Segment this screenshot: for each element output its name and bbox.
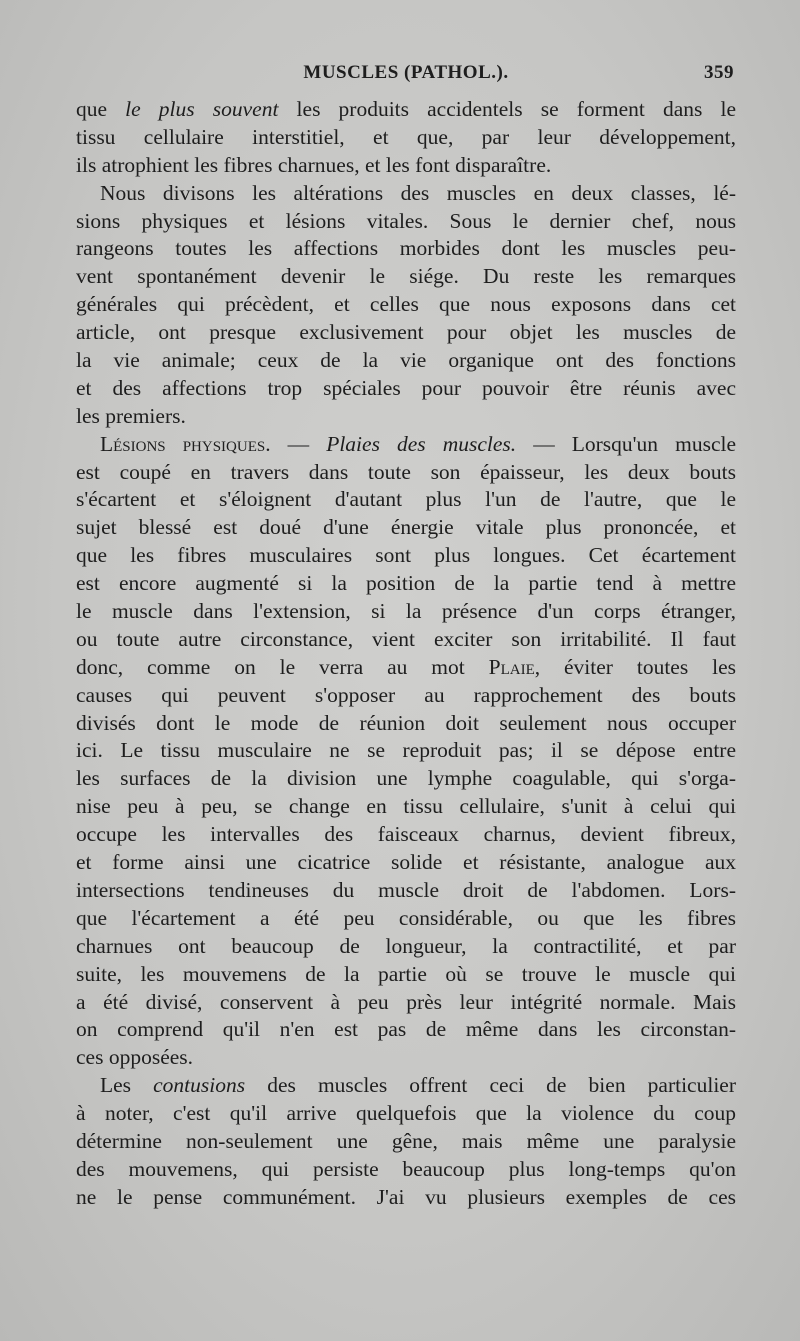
page-number: 359 (704, 62, 734, 83)
text-line: s'écartent et s'éloignent d'autant plus l'un de l'autre, que le (76, 487, 736, 512)
text-line: ou toute autre circonstance, vient exciter son irritabilité. Il faut (76, 626, 736, 651)
cross-reference: Plaie (488, 654, 535, 679)
text-line: est encore augmenté si la position de la partie tend à mettre (76, 571, 736, 596)
text-line: Nous divisons les altérations des muscles en deux classes, lé- (100, 180, 736, 205)
text-line: causes qui peuvent s'opposer au rapprochement des bouts (76, 682, 736, 707)
text-line: charnues ont beaucoup de longueur, la contractilité, et par (76, 933, 736, 958)
text-line: que le plus souvent les produits accidentels se forment dans le (76, 97, 736, 121)
subsection-heading: Plaies des muscles. (326, 431, 517, 456)
text-line: tissu cellulaire interstitiel, et que, par leur développement, (76, 124, 736, 149)
text-line: a été divisé, conservent à peu près leur intégrité normale. Mais (76, 989, 736, 1014)
text-line: rangeons toutes les affections morbides dont les muscles peu- (76, 236, 736, 261)
text-line: sujet blessé est doué d'une énergie vitale plus prononcée, et (76, 515, 736, 540)
text-line: occupe les intervalles des faisceaux charnus, devient fibreux, (76, 822, 736, 847)
text-line: le muscle dans l'extension, si la présence d'un corps étranger, (76, 599, 736, 624)
running-title: MUSCLES (PATHOL.). (303, 62, 509, 83)
text-line: et forme ainsi une cicatrice solide et résistante, analogue aux (76, 850, 736, 875)
text-line: divisés dont le mode de réunion doit seulement nous occuper (76, 710, 736, 735)
text-line: Les contusions des muscles offrent ceci de bien particulier (100, 1073, 736, 1098)
text-line: ces opposées. (76, 1045, 194, 1070)
text-line: intersections tendineuses du muscle droit de l'abdomen. Lors- (76, 877, 736, 902)
text-line: ils atrophient les fibres charnues, et les font disparaître. (76, 152, 552, 177)
text-line: et des affections trop spéciales pour pouvoir être réunis avec (76, 375, 736, 400)
text-line: nise peu à peu, se change en tissu cellulaire, s'unit à celui qui (76, 794, 736, 819)
text-line: ici. Le tissu musculaire ne se reproduit pas; il se dépose entre (76, 738, 736, 763)
text-line: suite, les mouvemens de la partie où se trouve le muscle qui (76, 961, 736, 986)
text-line: la vie animale; ceux de la vie organique ont des fonctions (76, 348, 736, 373)
paragraph-1 (76, 96, 736, 180)
paragraph-2 (76, 180, 736, 431)
italic-term: contusions (153, 1073, 246, 1098)
paragraph-3 (76, 431, 736, 1072)
text-line: des mouvemens, qui persiste beaucoup plus long-temps qu'on (76, 1156, 736, 1181)
text-line: ne le pense communément. J'ai vu plusieurs exemples de ces (76, 1184, 736, 1209)
paragraph-4 (76, 1072, 736, 1211)
text-line: détermine non-seulement une gêne, mais même une paralysie (76, 1128, 736, 1153)
body-text (76, 96, 736, 1212)
text-line: que l'écartement a été peu considérable, ou que les fibres (76, 905, 736, 930)
text-line: article, ont presque exclusivement pour objet les muscles de (76, 320, 736, 345)
text-line: Lésions physiques. — Plaies des muscles. — Lorsqu'un muscle (100, 431, 736, 456)
text-line: à noter, c'est qu'il arrive quelquefois que la violence du coup (76, 1101, 736, 1126)
text-line: vent spontanément devenir le siége. Du reste les remarques (76, 264, 736, 289)
text-line: est coupé en travers dans toute son épaisseur, les deux bouts (76, 459, 736, 484)
text-line: donc, comme on le verra au mot Plaie, éviter toutes les (76, 654, 736, 679)
text-line: sions physiques et lésions vitales. Sous le dernier chef, nous (76, 208, 736, 233)
text-line: les surfaces de la division une lymphe coagulable, qui s'orga- (76, 766, 736, 791)
text-line: on comprend qu'il n'en est pas de même dans les circonstan- (76, 1017, 736, 1042)
text-line: générales qui précèdent, et celles que nous exposons dans cet (76, 292, 736, 317)
italic-phrase: le plus souvent (125, 97, 279, 121)
text-line: que les fibres musculaires sont plus longues. Cet écartement (76, 543, 736, 568)
section-heading: Lésions physiques. (100, 431, 271, 456)
text-line: les premiers. (76, 403, 186, 428)
page-header (78, 62, 734, 94)
